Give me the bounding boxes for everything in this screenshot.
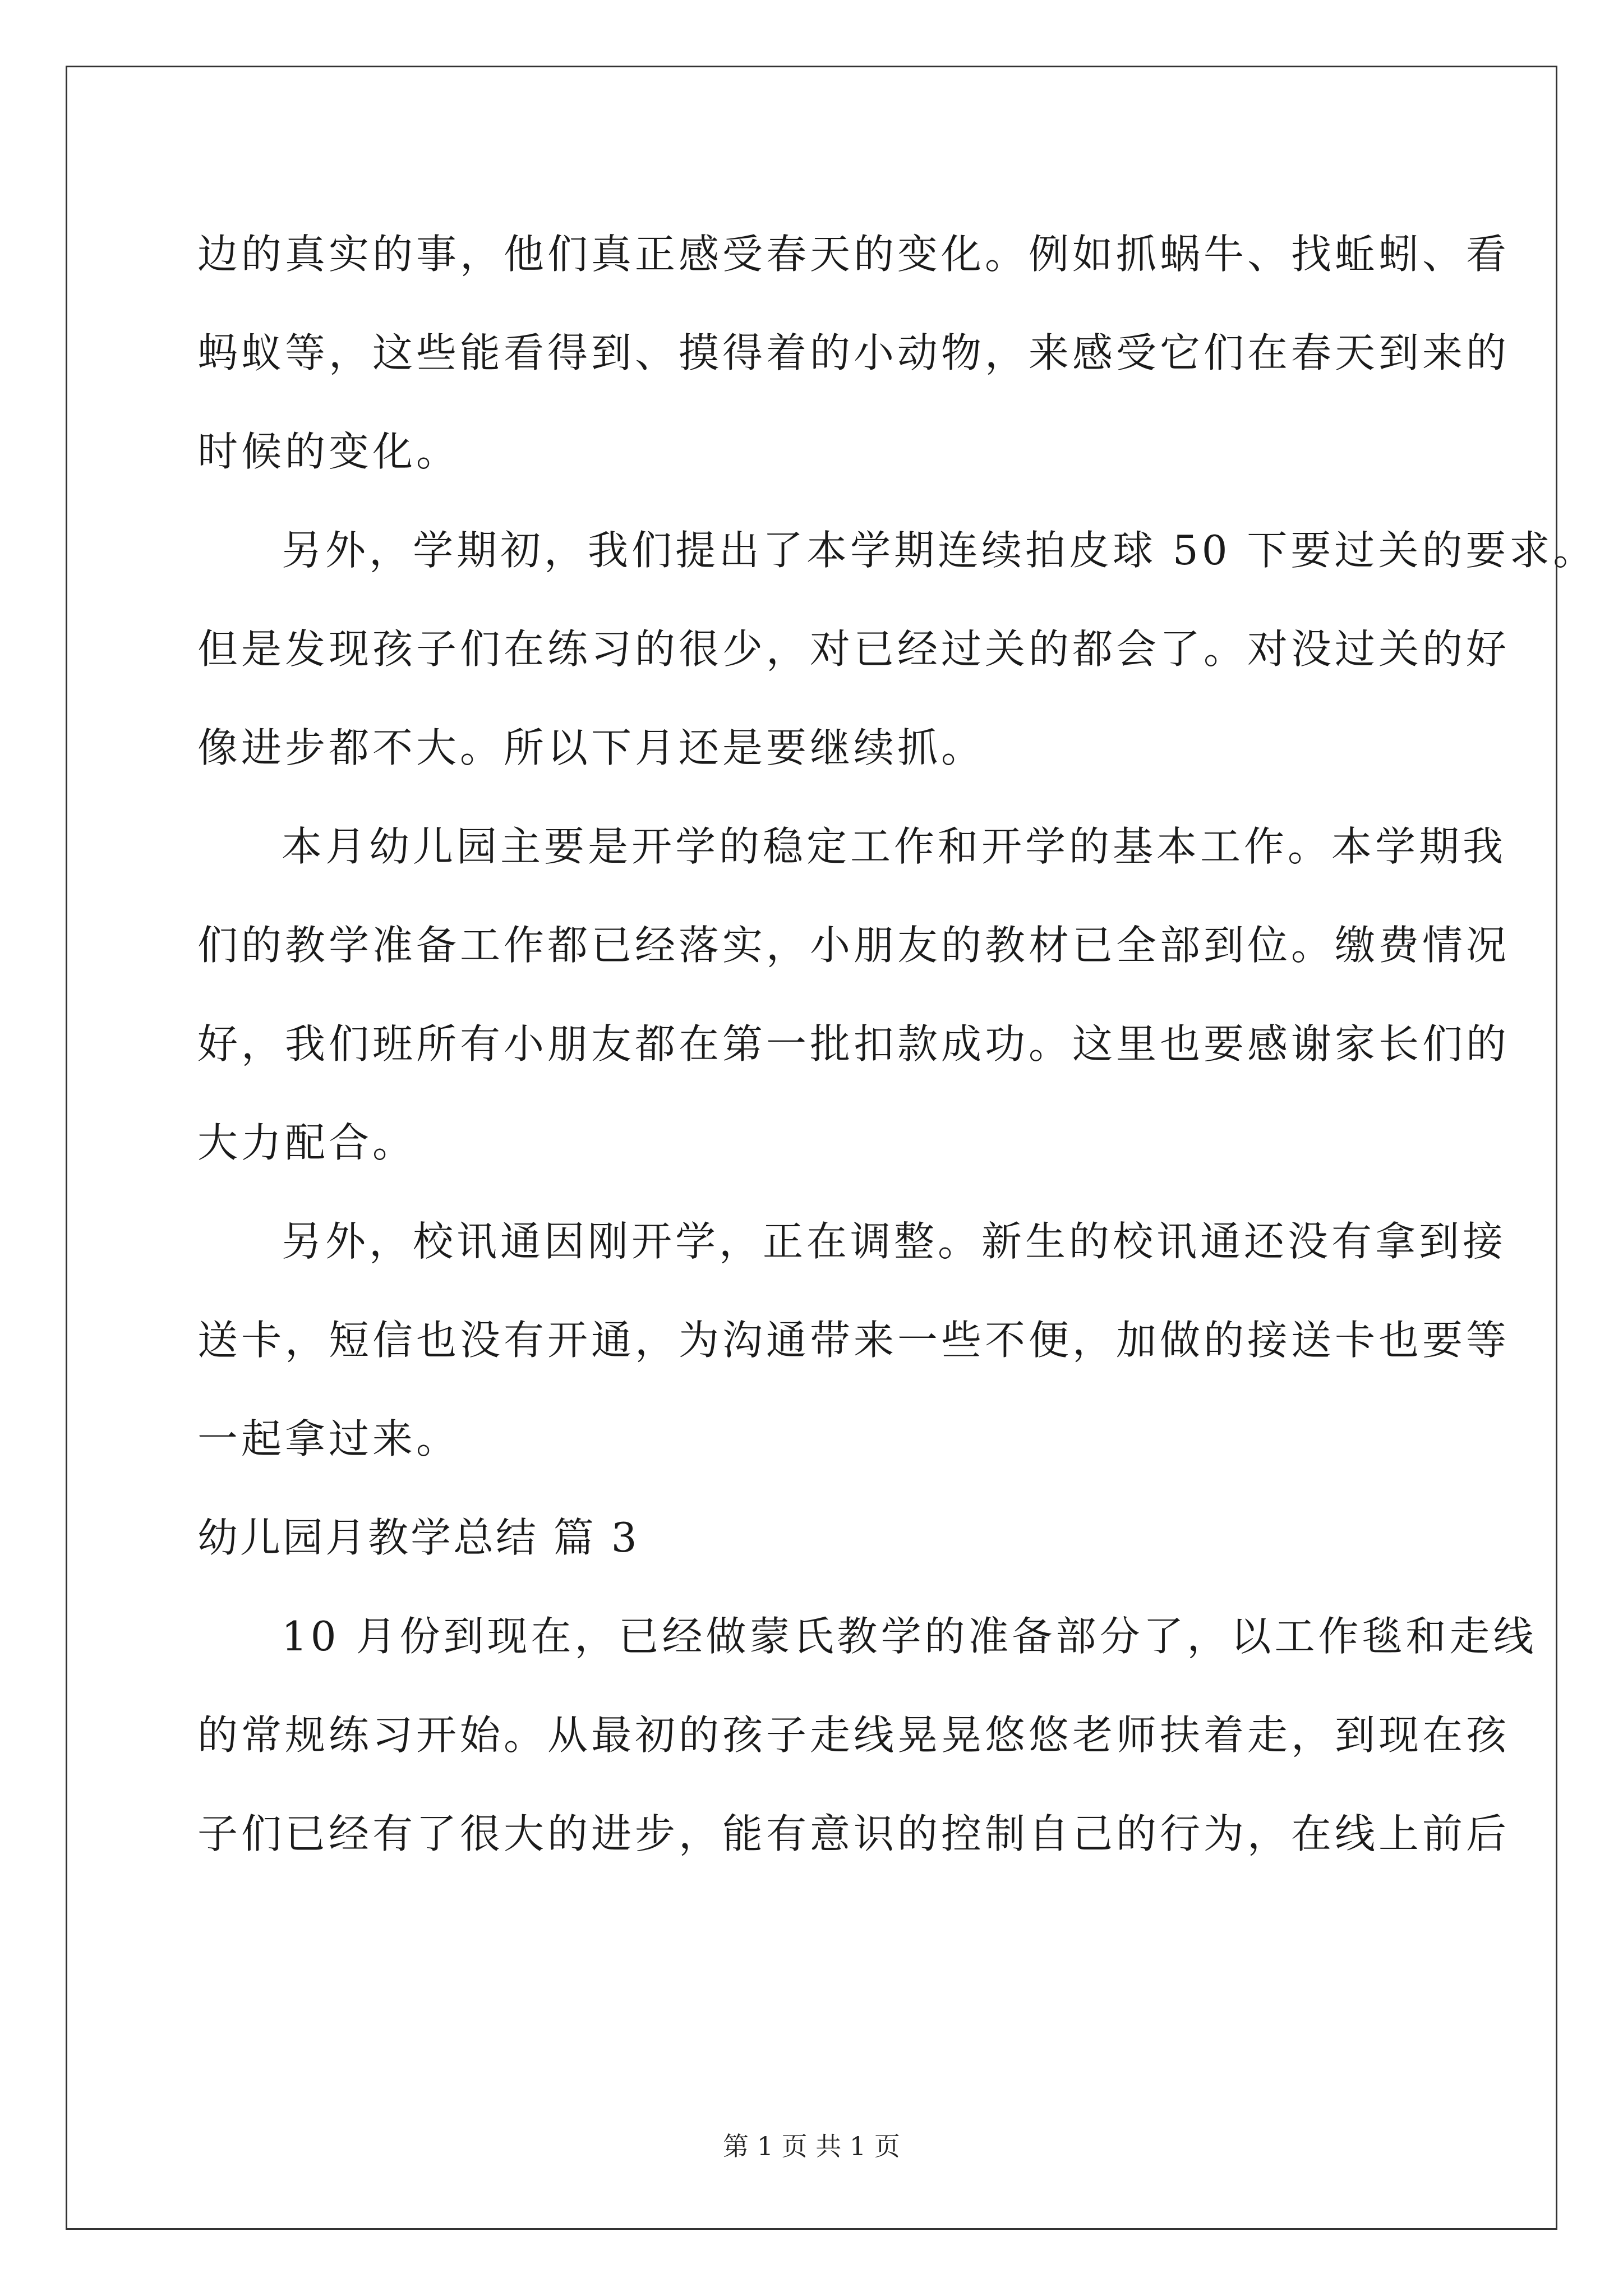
text-line: 但是发现孩子们在练习的很少，对已经过关的都会了。对没过关的好 [197, 625, 1510, 673]
section-heading: 幼儿园月教学总结 篇 3 [197, 1514, 639, 1561]
text-line: 送卡，短信也没有开通，为沟通带来一些不便，加做的接送卡也要等 [197, 1317, 1510, 1364]
page-number-footer: 第 1 页 共 1 页 [723, 2131, 900, 2161]
text-line: 10 月份到现在，已经做蒙氏教学的准备部分了，以工作毯和走线 [282, 1613, 1537, 1660]
text-line: 们的教学准备工作都已经落实，小朋友的教材已全部到位。缴费情况 [197, 922, 1510, 969]
text-line: 另外，学期初，我们提出了本学期连续拍皮球 50 下要过关的要求。 [282, 527, 1597, 574]
text-line: 边的真实的事，他们真正感受春天的变化。例如抓蜗牛、找蚯蚓、看 [197, 231, 1510, 278]
text-line: 蚂蚁等，这些能看得到、摸得着的小动物，来感受它们在春天到来的 [197, 329, 1510, 376]
text-line: 时候的变化。 [197, 428, 460, 475]
text-line: 好，我们班所有小朋友都在第一批扣款成功。这里也要感谢家长们的 [197, 1020, 1510, 1068]
text-line: 像进步都不大。所以下月还是要继续抓。 [197, 724, 985, 771]
text-line: 大力配合。 [197, 1119, 417, 1166]
text-line: 子们已经有了很大的进步，能有意识的控制自己的行为，在线上前后 [197, 1810, 1510, 1857]
text-line: 一起拿过来。 [197, 1415, 460, 1462]
text-line: 另外，校讯通因刚开学，正在调整。新生的校讯通还没有拿到接 [282, 1218, 1507, 1265]
text-line: 的常规练习开始。从最初的孩子走线晃晃悠悠老师扶着走，到现在孩 [197, 1711, 1510, 1759]
text-line: 本月幼儿园主要是开学的稳定工作和开学的基本工作。本学期我 [282, 823, 1507, 870]
document-body [197, 205, 1597, 1883]
